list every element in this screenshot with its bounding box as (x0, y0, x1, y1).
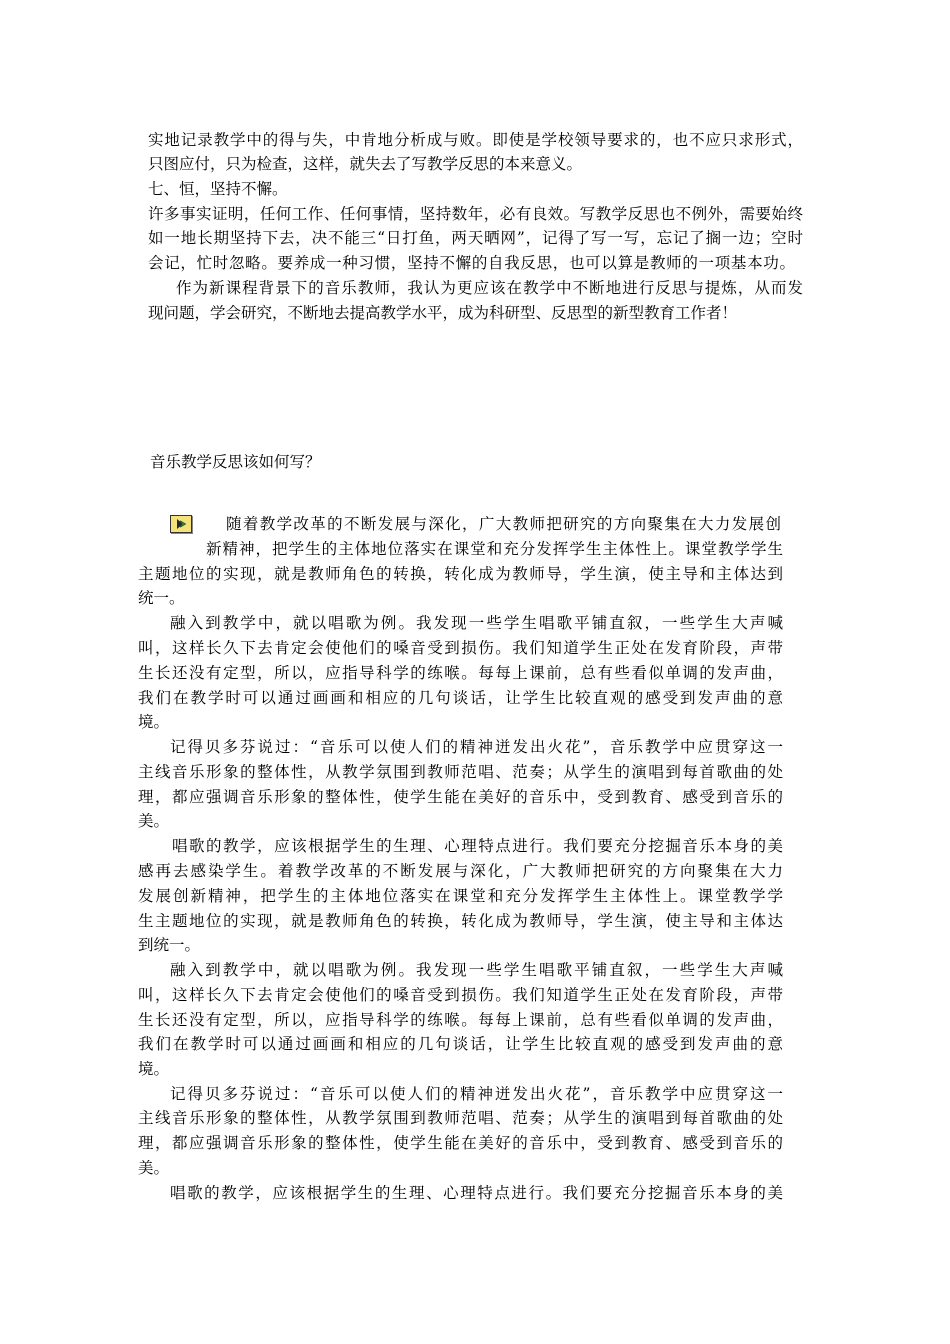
text-line: 理，都应强调音乐形象的整体性，使学生能在美好的音乐中，受到教育、感受到音乐的 (138, 1134, 783, 1152)
text-line: 主题地位的实现，就是教师角色的转换，转化成为教师导，学生演，使主导和主体达到 (138, 565, 783, 583)
document-bullet-icon (170, 515, 192, 533)
text-line: 现问题，学会研究，不断地去提高教学水平，成为科研型、反思型的新型教育工作者！ (148, 304, 738, 322)
text-line: 生长还没有定型，所以，应指导科学的练喉。每每上课前，总有些看似单调的发声曲， (138, 1011, 783, 1029)
text-line: 主线音乐形象的整体性，从教学氛围到教师范唱、范奏；从学生的演唱到每首歌曲的处 (138, 1109, 783, 1127)
text-line: 感再去感染学生。着教学改革的不断发展与深化，广大教师把研究的方向聚集在大力 (138, 862, 783, 880)
text-line: 境。 (138, 1060, 170, 1078)
text-line: 新精神，把学生的主体地位落实在课堂和充分发挥学生主体性上。课堂教学学生 (206, 540, 783, 558)
text-line: 许多事实证明，任何工作、任何事情，坚持数年，必有良效。写教学反思也不例外，需要始终 (148, 205, 803, 223)
text-line: 发展创新精神，把学生的主体地位落实在课堂和充分发挥学生主体性上。课堂教学学 (138, 887, 783, 905)
text-line: 随着教学改革的不断发展与深化，广大教师把研究的方向聚集在大力发展创 (226, 515, 781, 533)
text-line: 叫，这样长久下去肯定会使他们的嗓音受到损伤。我们知道学生正处在发育阶段，声带 (138, 986, 783, 1004)
text-line: 我们在教学时可以通过画画和相应的几句谈话，让学生比较直观的感受到发声曲的意 (138, 689, 783, 707)
text-line: 记得贝多芬说过：“音乐可以使人们的精神迸发出火花”，音乐教学中应贯穿这一 (170, 1085, 783, 1103)
text-line: 理，都应强调音乐形象的整体性，使学生能在美好的音乐中，受到教育、感受到音乐的 (138, 788, 783, 806)
text-line: 到统一。 (138, 936, 201, 954)
text-line: 我们在教学时可以通过画画和相应的几句谈话，让学生比较直观的感受到发声曲的意 (138, 1035, 783, 1053)
text-line: 生长还没有定型，所以，应指导科学的练喉。每每上课前，总有些看似单调的发声曲， (138, 664, 783, 682)
text-line: 生主题地位的实现，就是教师角色的转换，转化成为教师导，学生演，使主导和主体达 (138, 912, 783, 930)
text-line: 融入到教学中，就以唱歌为例。我发现一些学生唱歌平铺直叙，一些学生大声喊 (170, 614, 783, 632)
text-line: 会记，忙时忽略。要养成一种习惯，坚持不懈的自我反思，也可以算是教师的一项基本功。 (148, 254, 795, 272)
text-line: 记得贝多芬说过：“音乐可以使人们的精神迸发出火花”，音乐教学中应贯穿这一 (170, 738, 783, 756)
text-line: 美。 (138, 1159, 170, 1177)
article-title: 音乐教学反思该如何写？ (150, 453, 321, 471)
text-line: 统一。 (138, 589, 185, 607)
section-heading: 七、恒，坚持不懈。 (148, 180, 288, 198)
text-line: 境。 (138, 713, 170, 731)
text-line: 只图应付，只为检查，这样，就失去了写教学反思的本来意义。 (148, 155, 583, 173)
text-line: 美。 (138, 812, 170, 830)
text-line: 主线音乐形象的整体性，从教学氛围到教师范唱、范奏；从学生的演唱到每首歌曲的处 (138, 763, 783, 781)
text-line: 作为新课程背景下的音乐教师，我认为更应该在教学中不断地进行反思与提炼，从而发 (176, 279, 803, 297)
text-line: 实地记录教学中的得与失，中肯地分析成与败。即使是学校领导要求的，也不应只求形式， (148, 131, 803, 149)
text-line: 如一地长期坚持下去，决不能三“日打鱼，两天晒网”，记得了写一写，忘记了搁一边；空时 (148, 229, 803, 247)
text-line: 叫，这样长久下去肯定会使他们的嗓音受到损伤。我们知道学生正处在发育阶段，声带 (138, 639, 783, 657)
text-line: 融入到教学中，就以唱歌为例。我发现一些学生唱歌平铺直叙，一些学生大声喊 (170, 961, 783, 979)
text-line: 唱歌的教学，应该根据学生的生理、心理特点进行。我们要充分挖掘音乐本身的美 (172, 837, 783, 855)
text-line: 唱歌的教学，应该根据学生的生理、心理特点进行。我们要充分挖掘音乐本身的美 (170, 1184, 783, 1202)
